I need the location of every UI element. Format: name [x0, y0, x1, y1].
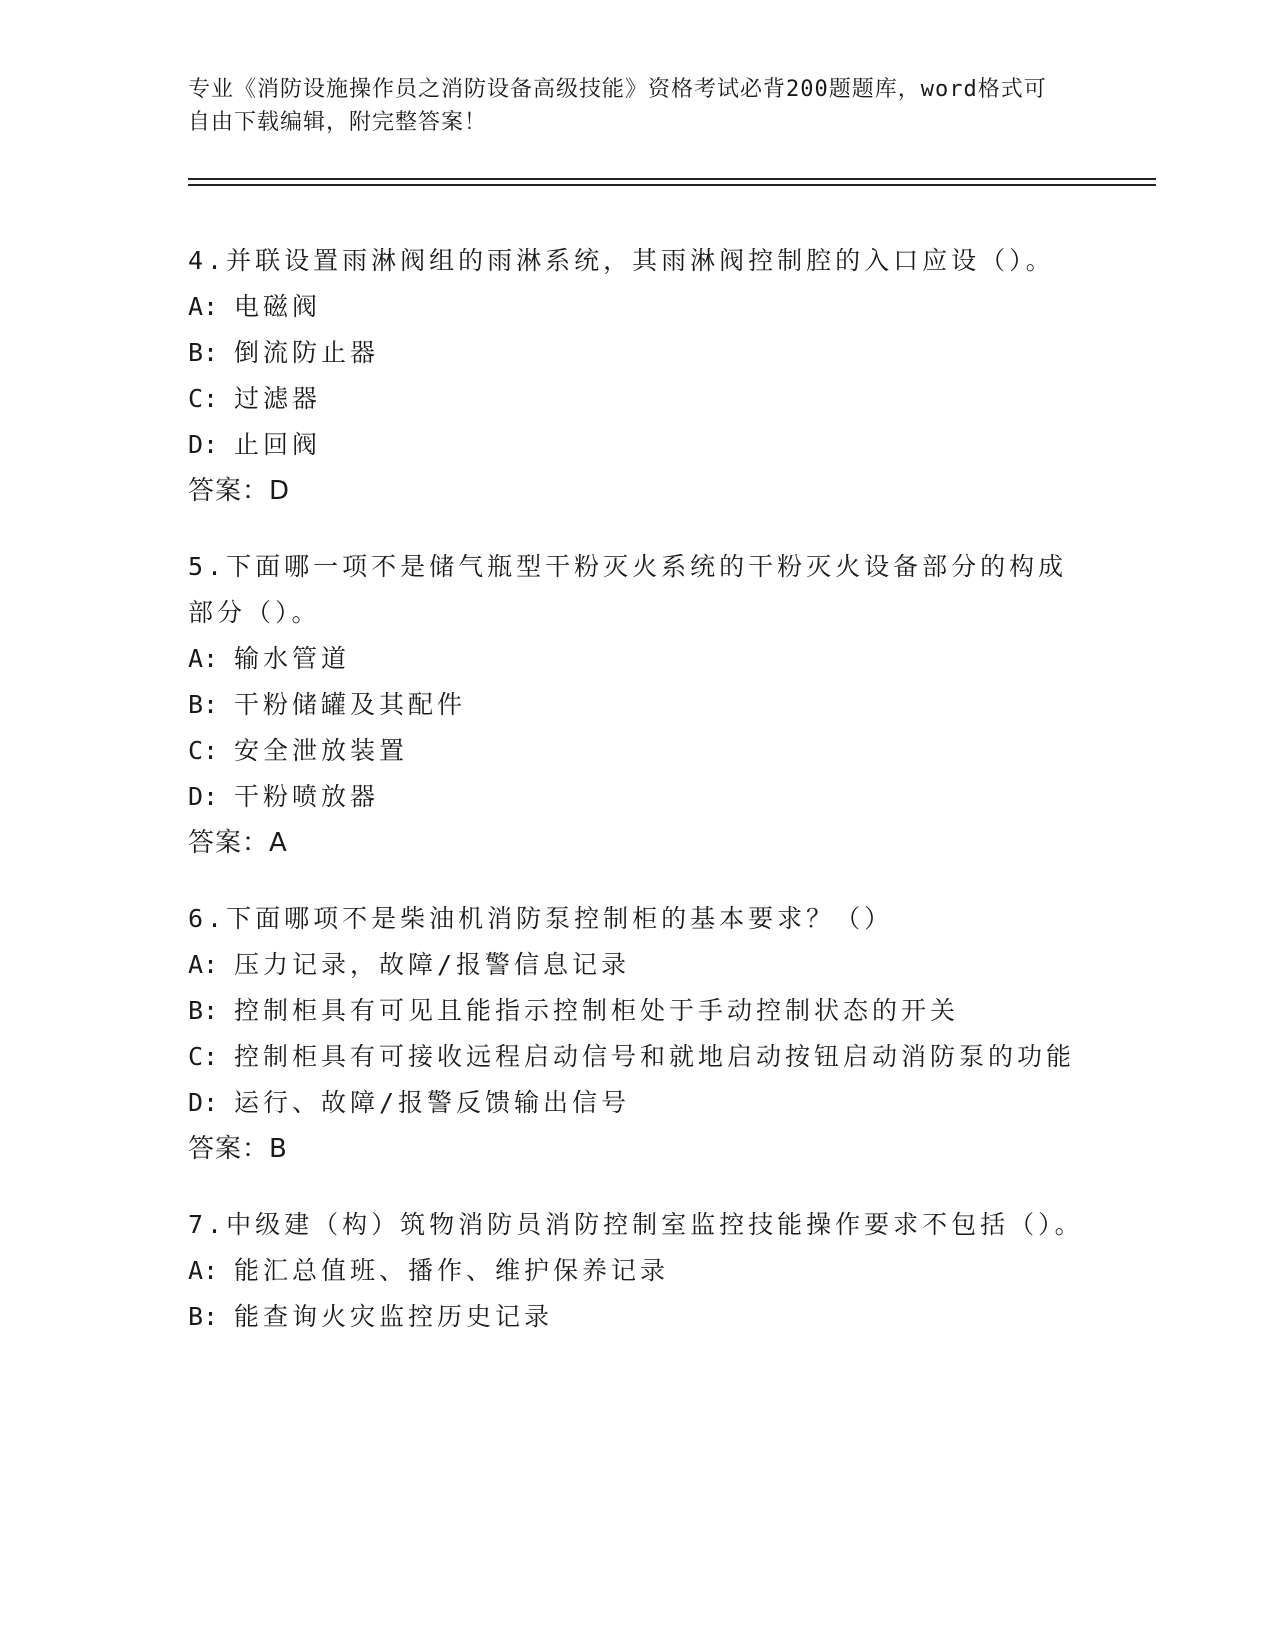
answer-line	[188, 1126, 1088, 1172]
option-key: A:	[188, 1256, 219, 1285]
answer-label: 答案：	[188, 828, 270, 858]
option-key: C:	[188, 384, 219, 413]
option-text: 干粉储罐及其配件	[234, 690, 467, 719]
option-d	[188, 1080, 1088, 1126]
option-text: 安全泄放装置	[234, 736, 409, 765]
answer-line	[188, 820, 1088, 866]
option-d	[188, 774, 1088, 820]
answer-label: 答案：	[188, 1134, 270, 1164]
option-c	[188, 376, 1088, 422]
option-text: 干粉喷放器	[234, 782, 380, 811]
document-header: 专业《消防设施操作员之消防设备高级技能》资格考试必背200题题库，word格式可自由下载编辑，附完整答案！	[188, 77, 1047, 135]
option-d	[188, 422, 1088, 468]
option-a	[188, 1248, 1088, 1294]
option-key: C:	[188, 736, 219, 765]
option-text: 压力记录，故障/报警信息记录	[234, 950, 631, 979]
option-c	[188, 728, 1088, 774]
option-a	[188, 942, 1088, 988]
option-text: 运行、故障/报警反馈输出信号	[234, 1088, 631, 1117]
option-text: 控制柜具有可接收远程启动信号和就地启动按钮启动消防泵的功能	[234, 1042, 1076, 1071]
option-key: B:	[188, 690, 219, 719]
option-a	[188, 636, 1088, 682]
option-b	[188, 682, 1088, 728]
option-key: A:	[188, 950, 219, 979]
question-5	[188, 544, 1088, 866]
option-b	[188, 330, 1088, 376]
option-key: A:	[188, 292, 219, 321]
option-text: 过滤器	[234, 384, 322, 413]
option-text: 能汇总值班、播作、维护保养记录	[234, 1256, 670, 1285]
option-key: C:	[188, 1042, 219, 1071]
option-b	[188, 1294, 1088, 1340]
answer-value: B	[269, 1134, 288, 1164]
header-divider-bottom	[188, 184, 1156, 186]
question-text: 6.下面哪项不是柴油机消防泵控制柜的基本要求？（）	[188, 904, 894, 933]
question-text: 5.下面哪一项不是储气瓶型干粉灭火系统的干粉灭火设备部分的构成部分（）。	[188, 552, 1068, 627]
option-key: A:	[188, 644, 219, 673]
question-6	[188, 896, 1088, 1172]
option-key: B:	[188, 1302, 219, 1331]
question-7	[188, 1202, 1088, 1340]
option-c	[188, 1034, 1088, 1080]
header-divider-top	[188, 178, 1156, 180]
answer-value: D	[269, 476, 291, 506]
option-text: 倒流防止器	[234, 338, 380, 367]
option-key: B:	[188, 996, 219, 1025]
option-key: D:	[188, 1088, 219, 1117]
option-text: 电磁阀	[234, 292, 322, 321]
option-text: 控制柜具有可见且能指示控制柜处于手动控制状态的开关	[234, 996, 960, 1025]
option-text: 止回阀	[234, 430, 322, 459]
answer-line	[188, 468, 1088, 514]
question-4	[188, 238, 1088, 514]
answer-value: A	[269, 828, 288, 858]
question-text: 7.中级建（构）筑物消防员消防控制室监控技能操作要求不包括（）。	[188, 1210, 1084, 1239]
option-a	[188, 284, 1088, 330]
option-text: 输水管道	[234, 644, 351, 673]
option-key: B:	[188, 338, 219, 367]
answer-label: 答案：	[188, 476, 270, 506]
option-b	[188, 988, 1088, 1034]
question-text: 4.并联设置雨淋阀组的雨淋系统，其雨淋阀控制腔的入口应设（）。	[188, 246, 1055, 275]
option-key: D:	[188, 430, 219, 459]
question-list	[188, 238, 1088, 1370]
option-key: D:	[188, 782, 219, 811]
option-text: 能查询火灾监控历史记录	[234, 1302, 554, 1331]
